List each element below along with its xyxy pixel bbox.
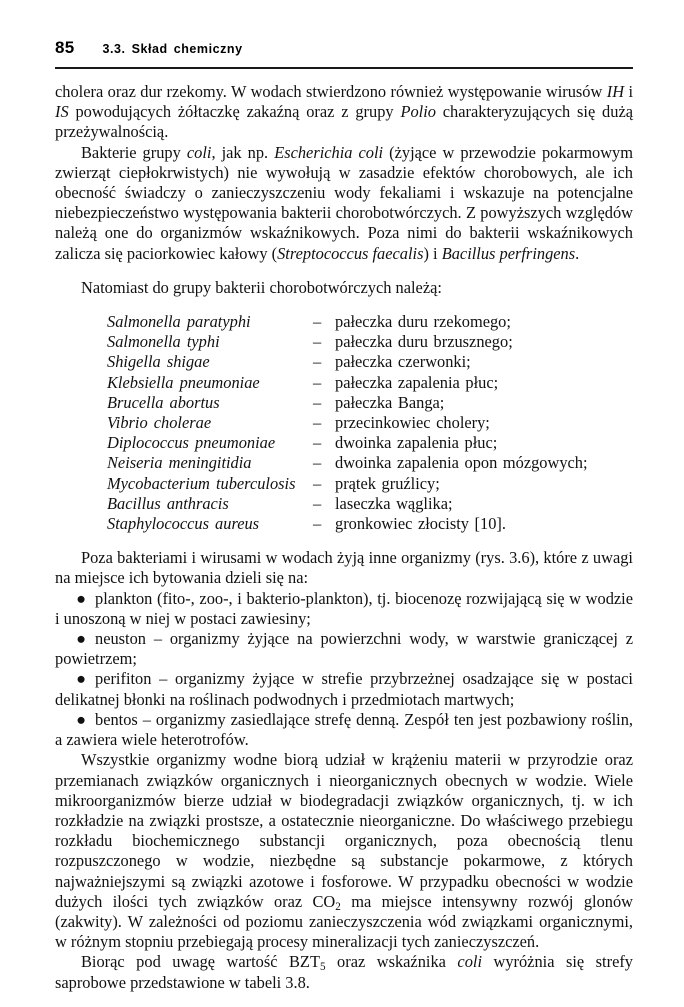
species-name: Salmonella paratyphi <box>107 312 251 332</box>
p2-part-a: Bakterie grupy <box>81 142 187 162</box>
species-name: Vibrio cholerae <box>107 413 212 433</box>
species-dash: – <box>313 392 322 412</box>
list-item <box>55 514 633 534</box>
species-description: dwoinka zapalenia opon mózgowych; <box>335 453 588 473</box>
p2-italic-coli: coli <box>186 142 212 162</box>
body-text <box>55 82 633 993</box>
page-number: 85 <box>55 38 75 57</box>
species-description: laseczka wąglika; <box>335 493 453 513</box>
p1-part-a: cholera oraz dur rzekomy. W wodach stwierdzono również występowanie wirusów <box>55 82 607 101</box>
species-description: pałeczka zapalenia płuc; <box>335 372 499 392</box>
species-dash: – <box>313 372 322 392</box>
list-item <box>55 474 633 494</box>
list-item <box>55 413 633 433</box>
list-item <box>55 332 633 352</box>
species-name: Bacillus anthracis <box>107 493 229 513</box>
bullet-icon: ● <box>76 669 86 689</box>
list-item <box>55 433 633 453</box>
paragraph-4: Poza bakteriami i wirusami w wodach żyją inne organizmy (rys. 3.6), które z uwagi na miejsce ich bytowania dzieli się na: <box>55 548 633 588</box>
p6-part-c: wyróżnia się strefy saprobowe przedstawione w tabeli 3.8. <box>55 952 633 992</box>
paragraph-6 <box>55 952 633 992</box>
species-dash: – <box>313 332 322 352</box>
species-dash: – <box>313 453 322 473</box>
species-description: pałeczka duru rzekomego; <box>335 312 511 332</box>
p2-italic-streptococcus: Streptococcus faecalis <box>277 243 424 263</box>
bullet-icon: ● <box>76 709 86 729</box>
p6-italic-coli: coli <box>457 952 482 972</box>
species-description: gronkowiec złocisty [10]. <box>335 514 506 534</box>
paragraph-1 <box>55 82 633 143</box>
bullet-item-neuston <box>55 629 633 669</box>
p2-italic-bacillus: Bacillus perfringens <box>441 243 576 263</box>
bullet-item-plankton <box>55 589 633 629</box>
bullet-text: plankton (fito-, zoo-, i bakterio-plankton), tj. biocenozę rozwijającą się w wodzie i unoszoną w niej w postaci zawiesiny; <box>55 588 633 628</box>
p1-part-b: i <box>624 82 633 101</box>
bullet-icon: ● <box>76 629 86 649</box>
p2-part-c: (żyjące w przewodzie pokarmowym zwierząt ciepłokrwistych) nie wywołują w zasadzie efektów chorobowych, ale ich obecność świadczy o zanieczyszczeniu wody fekaliami i wskazuje na potencjalne niebezpieczeństwo występowania bakterii chorobotwórczych. Z powyższych względów należą one do organizmów wskaźnikowych. Poza nimi do bakterii wskaźnikowych zalicza się paciorkowiec kałowy ( <box>55 142 634 263</box>
p5-part-b: ma miejsce intensywny rozwój glonów (zakwity). W zależności od poziomu zanieczyszczenia wód związkami organicznymi, w różnym stopniu przebiegają procesy mineralizacji tych zanieczyszczeń. <box>55 891 633 952</box>
bullet-text: neuston – organizmy żyjące na powierzchni wody, w warstwie graniczącej z powietrzem; <box>55 629 633 669</box>
p2-part-d: ) i <box>423 243 442 263</box>
species-description: prątek gruźlicy; <box>335 473 440 493</box>
list-item <box>55 373 633 393</box>
species-dash: – <box>313 473 322 493</box>
paragraph-2 <box>55 143 633 264</box>
bzt5-subscript: 5 <box>319 961 326 974</box>
species-dash: – <box>313 514 322 534</box>
species-description: przecinkowiec cholery; <box>335 413 490 433</box>
p5-part-a: Wszystkie organizmy wodne biorą udział w krążeniu materii w przyrodzie oraz przemianach związków organicznych i nieorganicznych obecnych w wodzie. Wiele mikroorganizmów bierze udział w biodegradacji związków organicznych, tj. w ich rozkładzie na związki prostsze, a ostatecznie nieorganiczne. Do właściwego przebiegu rozkładu biochemicznego substancji organicznych, poza obecnością tlenu rozpuszczonego w wodzie, niezbędne są substancje pokarmowe, z których najważniejszymi są związki azotowe i fosforowe. W przypadku obecności w wodzie dużych ilości tych związków oraz CO <box>55 750 633 911</box>
co2-subscript: 2 <box>335 900 341 913</box>
list-item <box>55 494 633 514</box>
p1-italic-ih: IH <box>606 82 625 101</box>
species-dash: – <box>313 312 322 332</box>
bullet-text: perifiton – organizmy żyjące w strefie przybrzeżnej osadzające się w postaci delikatnej błonki na roślinach podwodnych i przedmiotach martwych; <box>55 669 633 709</box>
species-description: pałeczka duru brzusznego; <box>335 332 513 352</box>
species-description: dwoinka zapalenia płuc; <box>335 433 498 453</box>
species-name: Brucella abortus <box>107 392 220 412</box>
species-description: pałeczka czerwonki; <box>335 352 471 372</box>
page <box>55 0 633 1007</box>
p1-part-d: charakteryzujących się dużą przeżywalnością. <box>55 102 633 142</box>
p1-italic-is: IS <box>55 102 69 122</box>
p1-italic-polio: Polio <box>400 102 436 122</box>
p2-part-e: . <box>575 243 580 263</box>
species-name: Mycobacterium tuberculosis <box>107 473 296 493</box>
paragraph-5 <box>55 750 633 952</box>
p6-part-a: Biorąc pod uwagę wartość BZT <box>81 952 320 972</box>
section-title: 3.3. Skład chemiczny <box>102 42 243 56</box>
bullet-item-perifiton <box>55 669 633 709</box>
list-item <box>55 352 633 372</box>
species-dash: – <box>313 433 322 453</box>
header-rule <box>55 67 633 69</box>
species-name: Neiseria meningitidia <box>107 453 252 473</box>
p2-italic-escherichia: Escherichia coli <box>274 142 384 162</box>
species-name: Klebsiella pneumoniae <box>107 372 260 392</box>
species-description: pałeczka Banga; <box>335 392 445 412</box>
species-name: Staphylococcus aureus <box>107 514 260 534</box>
species-dash: – <box>313 413 322 433</box>
species-name: Shigella shigae <box>107 352 210 372</box>
species-dash: – <box>313 352 322 372</box>
list-item <box>55 312 633 332</box>
species-list <box>55 312 633 534</box>
p2-part-b: , jak np. <box>211 142 275 162</box>
species-name: Salmonella typhi <box>107 332 220 352</box>
list-item <box>55 453 633 473</box>
bullet-text: bentos – organizmy zasiedlające strefę denną. Zespół ten jest pozbawiony roślin, a zawiera wiele heterotrofów. <box>55 709 633 750</box>
bullet-item-bentos <box>55 710 633 750</box>
running-head <box>55 38 633 68</box>
species-name: Diplococcus pneumoniae <box>107 433 276 453</box>
p6-part-b: oraz wskaźnika <box>325 952 458 972</box>
species-dash: – <box>313 493 322 513</box>
paragraph-3: Natomiast do grupy bakterii chorobotwórczych należą: <box>81 277 442 297</box>
list-item <box>55 393 633 413</box>
p1-part-c: powodujących żółtaczkę zakaźną oraz z grupy <box>68 102 401 122</box>
bullet-icon: ● <box>76 588 86 608</box>
